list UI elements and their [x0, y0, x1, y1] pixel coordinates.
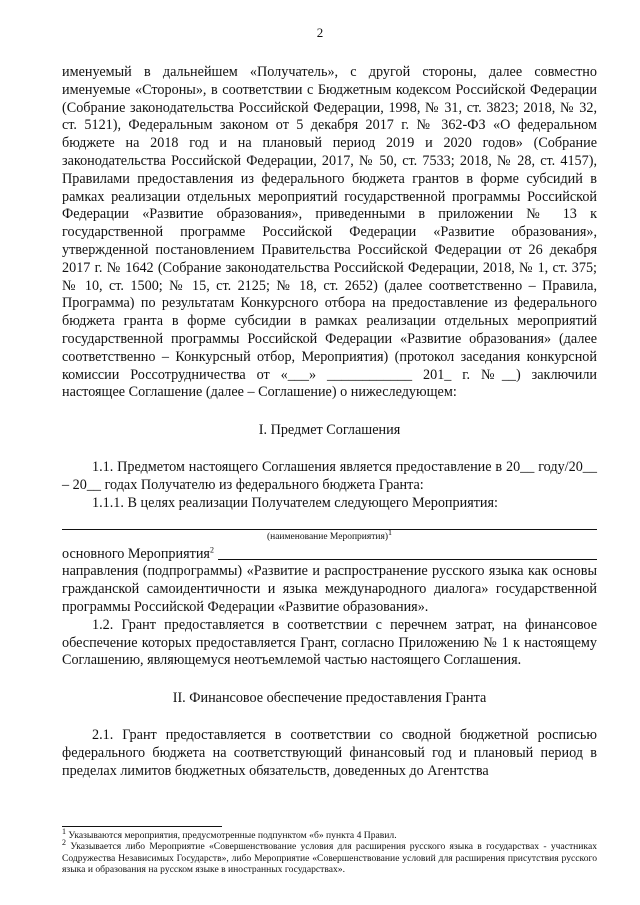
footnote-ref-1: 1 [388, 528, 393, 538]
footnote-ref-2: 2 [209, 544, 214, 554]
footnote-divider [62, 826, 222, 827]
event-name-line [62, 514, 597, 530]
main-event-blank [218, 545, 597, 560]
footnote-2: $^2$ Указывается либо Мероприятие «Совершенствование условия для расширения русского языка в государствах - участниках Содружества Независимых Государств», либо Мероприятие «Совершенствование условий для расширения присутствия русского языка и образования на русском языке в иностранных государствах». [62, 838, 597, 876]
clause-1-1: 1.1. Предметом настоящего Соглашения является предоставление в 20__ году/20__ – 20__ годах Получателю из федерального бюджета Гранта: [62, 458, 597, 493]
section-2-heading: II. Финансовое обеспечение предоставления Гранта [172, 690, 487, 707]
main-event-row [62, 545, 597, 563]
clause-2-1: 2.1. Грант предоставляется в соответствии со сводной бюджетной росписью федерального бюджета на соответствующий финансовый год и плановый период в пределах лимитов бюджетных обязательств, доведенных до Агентства [62, 726, 597, 779]
footnotes [62, 826, 597, 876]
page-number: 2 [316, 25, 324, 40]
footnote-1: $^1$ Указываются мероприятия, предусмотренные подпунктом «б» пункта 4 Правил. [62, 826, 397, 841]
section-1-heading: I. Предмет Соглашения [258, 422, 401, 439]
direction-text: направления (подпрограммы) «Развитие и распространение русского языка как основы гражданской самоидентичности и языка международного диалога» государственной программы Российской Федерации «Развитие образования». [62, 563, 597, 615]
document-body [62, 64, 597, 780]
main-event-label: основного Мероприятия$^2$ [62, 544, 214, 562]
intro-paragraph: именуемый в дальнейшем «Получатель», с другой стороны, далее совместно именуемые «Стороны», в соответствии с Бюджетным кодексом Российской Федерации (Собрание законодательства Российской Федерации, 1998, № 31, ст. 3823; 2018, № 32, ст. 5121), Федеральным законом от 5 декабря 2017 г. № 362-ФЗ «О федеральном бюджете на 2018 год и на плановый период 2019 и 2020 годов» (Собрание законодательства Российской Федерации, 2017, № 50, ст. 7533; 2018, № 28, ст. 4157), Правилами предоставления из федерального бюджета грантов в форме субсидий в рамках реализации отдельных мероприятий государственной программы Российской Федерации «Развитие образования», приведенными в приложении № 13 к государственной программе Российской Федерации «Развитие образования», утвержденной постановлением Правительства Российской Федерации от 26 декабря 2017 г. № 1642 (Собрание законодательства Российской Федерации, 2018, № 1, ст. 375; № 10, ст. 1500; № 15, ст. 2125; № 18, ст. 2652) (далее соответственно – Правила, Программа) по результатам Конкурсного отбора на предоставление из федерального бюджета гранта в форме субсидии в рамках реализации отдельных мероприятий государственной программы Российской Федерации «Развитие образования» (далее соответственно – Конкурсный отбор, Мероприятия) (протокол заседания конкурсной комиссии Россотрудничества от «___» ____________ 201_ г. №__) заключили настоящее Соглашение (далее – Соглашение) о нижеследующем: [62, 64, 597, 401]
event-name-caption: (наименование Мероприятия)$^1$ [266, 528, 393, 543]
clause-1-1-1: 1.1.1. В целях реализации Получателем следующего Мероприятия: [92, 494, 498, 511]
clause-1-2: 1.2. Грант предоставляется в соответствии с перечнем затрат, на финансовое обеспечение которых предоставляется Грант, согласно Приложению № 1 к настоящему Соглашению, являющемуся неотъемлемой частью настоящего Соглашения. [62, 616, 597, 669]
